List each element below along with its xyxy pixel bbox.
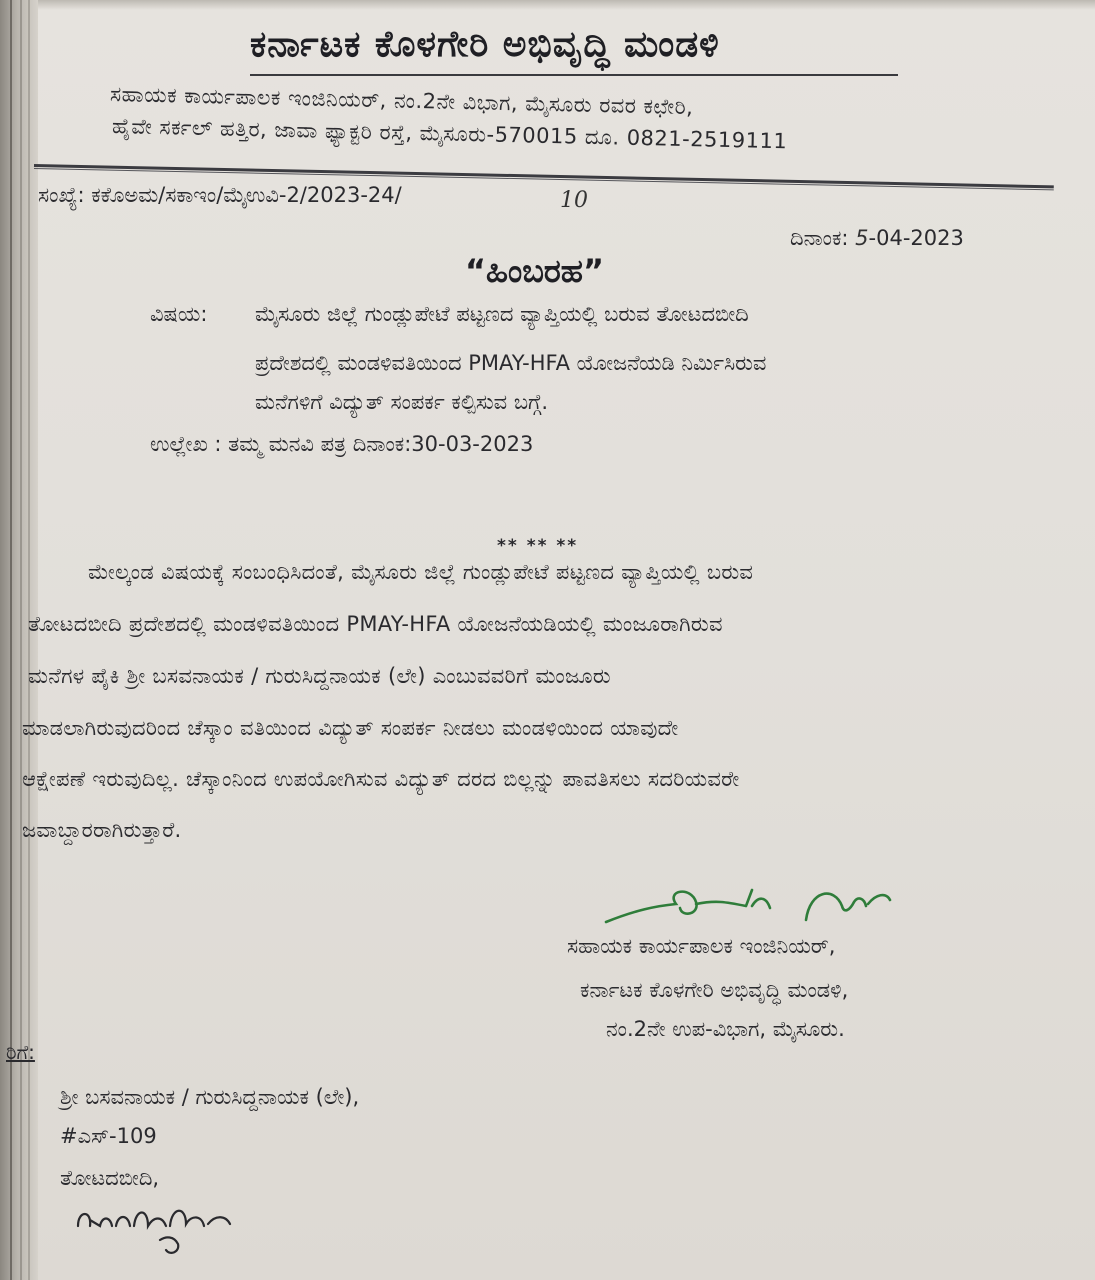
spine-line	[20, 0, 22, 1280]
recipient-signature	[70, 1196, 250, 1266]
recipient-area: ತೋಟದಬೀದಿ,	[60, 1166, 160, 1190]
title-underline	[250, 74, 898, 76]
letterhead-title: ಕರ್ನಾಟಕ ಕೊಳಗೇರಿ ಅಭಿವೃದ್ಧಿ ಮಂಡಳಿ	[250, 24, 720, 65]
letterhead-address-line1: ಸಹಾಯಕ ಕಾರ್ಯಪಾಲಕ ಇಂಜಿನಿಯರ್, ನಂ.2ನೇ ವಿಭಾಗ, ಮೈಸೂರು ರವರ ಕಛೇರಿ,	[109, 82, 694, 120]
signatory-office: ನಂ.2ನೇ ಉಪ-ವಿಭಾಗ, ಮೈಸೂರು.	[606, 1017, 845, 1041]
binding-edge	[0, 0, 1095, 10]
reference-note: ಉಲ್ಲೇಖ : ತಮ್ಮ ಮನವಿ ಪತ್ರ ದಿನಾಂಕ:30-03-2023	[150, 432, 534, 456]
body-line4: ಮಾಡಲಾಗಿರುವುದರಿಂದ ಚೆಸ್ಕಾಂ ವತಿಯಿಂದ ವಿದ್ಯುತ್ ಸಂಪರ್ಕ ನೀಡಲು ಮಂಡಳಿಯಿಂದ ಯಾವುದೇ	[22, 716, 679, 740]
signatory-designation: ಸಹಾಯಕ ಕಾರ್ಯಪಾಲಕ ಇಂಜಿನಿಯರ್,	[567, 934, 836, 958]
recipient-label: ರಿಗೆ:	[6, 1040, 35, 1064]
file-spine	[0, 0, 38, 1280]
spine-line	[10, 0, 12, 1280]
date-label: ದಿನಾಂಕ:	[790, 226, 849, 250]
date-day-handwritten: 5	[855, 226, 869, 250]
letterhead-address-line2: ಹೈವೇ ಸರ್ಕಲ್ ಹತ್ತಿರ, ಜಾವಾ ಫ್ಯಾಕ್ಟರಿ ರಸ್ತೆ, ಮೈಸೂರು-570015 ದೂ. 0821-2519111	[111, 114, 788, 154]
subject-line1: ಮೈಸೂರು ಜಿಲ್ಲೆ ಗುಂಡ್ಲುಪೇಟೆ ಪಟ್ಟಣದ ವ್ಯಾಪ್ತಿಯಲ್ಲಿ ಬರುವ ತೋಟದಬೀದಿ	[255, 302, 749, 326]
body-line5: ಆಕ್ಷೇಪಣೆ ಇರುವುದಿಲ್ಲ. ಚೆಸ್ಕಾಂನಿಂದ ಉಪಯೋಗಿಸುವ ವಿದ್ಯುತ್ ದರದ ಬಿಲ್ಲನ್ನು ಪಾವತಿಸಲು ಸದರಿಯವರೇ	[22, 767, 740, 791]
signatory-organization: ಕರ್ನಾಟಕ ಕೊಳಗೇರಿ ಅಭಿವೃದ್ಧಿ ಮಂಡಳಿ,	[580, 978, 849, 1002]
body-line6: ಜವಾಬ್ದಾರರಾಗಿರುತ್ತಾರೆ.	[22, 818, 182, 842]
spine-line	[28, 0, 30, 1280]
section-separator: ** ** **	[497, 536, 579, 556]
recipient-name: ಶ್ರೀ ಬಸವನಾಯಕ / ಗುರುಸಿದ್ದನಾಯಕ (ಲೇ),	[60, 1085, 360, 1109]
reference-number: ಸಂಖ್ಯೆ: ಕಕೊಅಮ/ಸಕಾಇಂ/ಮೈಉವಿ-2/2023-24/	[38, 183, 402, 207]
date-month-year: -04-2023	[868, 226, 964, 250]
body-line1: ಮೇಲ್ಕಂಡ ವಿಷಯಕ್ಕೆ ಸಂಬಂಧಿಸಿದಂತೆ, ಮೈಸೂರು ಜಿಲ್ಲೆ ಗುಂಡ್ಲುಪೇಟೆ ಪಟ್ಟಣದ ವ್ಯಾಪ್ತಿಯಲ್ಲಿ ಬರುವ	[88, 560, 754, 584]
subject-line3: ಮನೆಗಳಿಗೆ ವಿದ್ಯುತ್ ಸಂಪರ್ಕ ಕಲ್ಪಿಸುವ ಬಗ್ಗೆ.	[255, 390, 549, 414]
letter-date	[790, 226, 964, 251]
subject-label: ವಿಷಯ:	[150, 302, 208, 326]
officer-signature	[596, 880, 896, 940]
subject-line2: ಪ್ರದೇಶದಲ್ಲಿ ಮಂಡಳಿವತಿಯಿಂದ PMAY-HFA ಯೋಜನೆಯಡಿ ನಿರ್ಮಿಸಿರುವ	[255, 351, 767, 375]
body-line3: ಮನೆಗಳ ಪೈಕಿ ಶ್ರೀ ಬಸವನಾಯಕ / ಗುರುಸಿದ್ದನಾಯಕ (ಲೇ) ಎಂಬುವವರಿಗೆ ಮಂಜೂರು	[28, 664, 611, 688]
document-heading: “ಹಿಂಬರಹ”	[465, 252, 604, 290]
reference-number-handwritten: 10	[560, 188, 588, 213]
recipient-house-number: #ಎಸ್-109	[60, 1124, 157, 1148]
body-line2: ತೋಟದಬೀದಿ ಪ್ರದೇಶದಲ್ಲಿ ಮಂಡಳಿವತಿಯಿಂದ PMAY-HFA ಯೋಜನೆಯಡಿಯಲ್ಲಿ ಮಂಜೂರಾಗಿರುವ	[28, 612, 723, 636]
